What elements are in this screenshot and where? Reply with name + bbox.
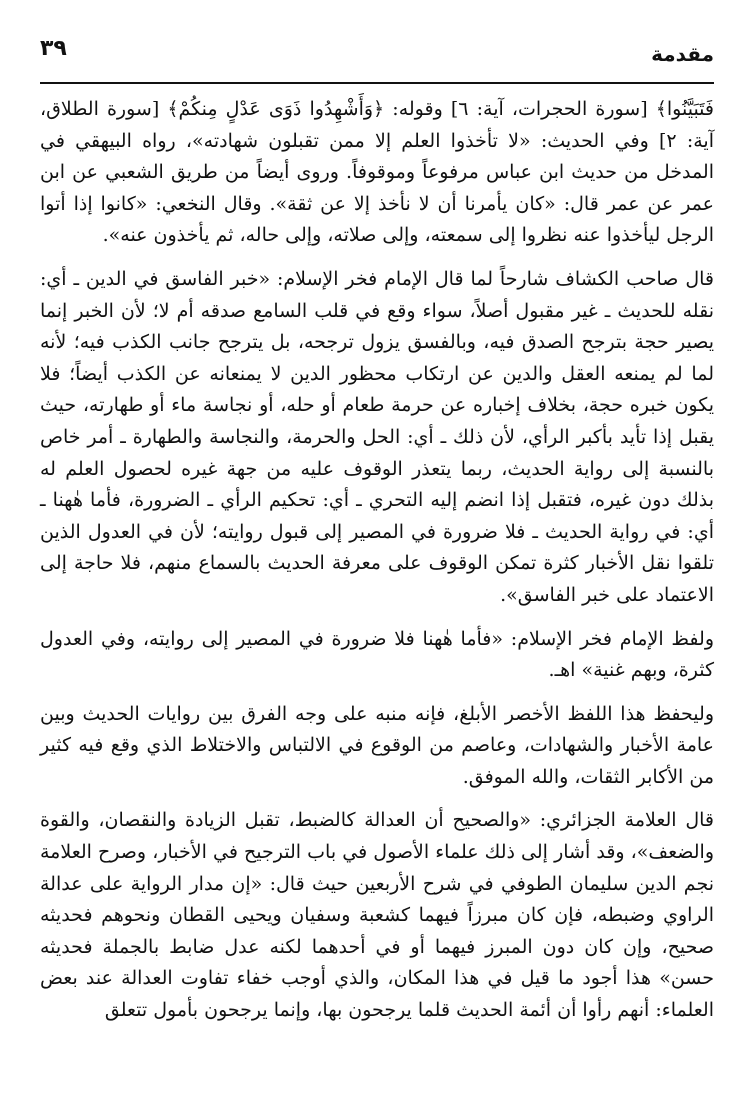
paragraph-5: قال العلامة الجزائري: «والصحيح أن العدالة كالضبط، تقبل الزيادة والنقصان، والقوة والضعف»، وقد أشار إلى ذلك علماء الأصول في باب الترجيح في الأخبار، وصرح العلامة نجم الدين سليمان الطوفي في شرح الأربعين حيث قال: «إن مدار الرواية على عدالة الراوي وضبطه، فإن كان مبرزاً فيهما كشعبة وسفيان ويحيى القطان ونحوهم فحديثه صحيح، وإن كان دون المبرز فيهما أو في أحدهما لكنه عدل ضابط بالجملة فحديثه حسن» هذا أجود ما قيل في هذا المكان، والذي أوجب خفاء تفاوت العدالة عند بعض العلماء: أنهم رأوا أن أئمة الحديث قلما يرجحون بها، وإنما يرجحون بأمول تتعلق [40,809,714,1022]
page-body [40,94,714,1039]
paragraph-4: وليحفظ هذا اللفظ الأخصر الأبلغ، فإنه منبه على وجه الفرق بين روايات الحديث وبين عامة الأخبار والشهادات، وعاصم من الوقوع في الالتباس والاختلاط الذي وقع فيه كثير من الأكابر الثقات، والله الموفق. [40,702,714,788]
paragraph-3: ولفظ الإمام فخر الإسلام: «فأما هٰهنا فلا ضرورة في المصير إلى روايته، وفي العدول كثرة، وبهم غنية» اهـ. [40,627,714,682]
paragraph-2: قال صاحب الكشاف شارحاً لما قال الإمام فخر الإسلام: «خبر الفاسق في الدين ـ أي: نقله للحديث ـ غير مقبول أصلاً، سواء وقع في قلب السامع صدقه أم لا؛ لأن الخبر إنما يصير حجة بترجح الصدق فيه، وبالفسق يزول ترجحه، بل يترجح جانب الكذب فيه؛ لأنه لما لم يمنعه العقل والدين عن ارتكاب محظور الدين لا يمنعانه عن الكذب أيضاً؛ فلا يكون خبره حجة، بخلاف إخباره عن حرمة طعام أو حله، أو نجاسة ماء أو طهارته، حيث يقبل إذا تأيد بأكبر الرأي، لأن ذلك ـ أي: الحل والحرمة، والنجاسة والطهارة ـ أمر خاص بالنسبة إلى رواية الحديث، ربما يتعذر الوقوف عليه من جهة غيره لحصول العلم له بذلك دون غيره، فتقبل إذا انضم إليه التحري ـ أي: تحكيم الرأي ـ الضرورة، فأما هٰهنا ـ أي: في رواية الحديث ـ فلا ضرورة في المصير إلى قبول روايته؛ لأن في العدول الذين تلقوا نقل الأخبار كثرة تمكن الوقوف على معرفة الحديث بالسماع منهم، فلا حاجة إلى الاعتماد على خبر الفاسق». [40,267,714,606]
paragraph-1: فَتَبَيَّنُوا﴾ [سورة الحجرات، آية: ٦] وقوله: ﴿وَأَشْهِدُوا ذَوَى عَدْلٍ مِنكُمْ﴾ [سورة الطلاق، آية: ٢] وفي الحديث: «لا تأخذوا العلم إلا ممن تقبلون شهادته»، رواه البيهقي في المدخل من حديث ابن عباس مرفوعاً وموقوفاً. وروى أيضاً من طريق الشعبي عن ابن عمر عن عمر قال: «كان يأمرنا أن لا نأخذ إلا عن ثقة». وقال النخعي: «كانوا إذا أتوا الرجل ليأخذوا عنه نظروا إلى سمعته، وإلى صلاته، وإلى حاله، ثم يأخذون عنه». [40,98,714,247]
running-header [40,34,714,74]
header-rule [40,82,714,84]
page-number: ٣٩ [40,36,67,61]
chapter-title: مقدمة [651,42,714,66]
